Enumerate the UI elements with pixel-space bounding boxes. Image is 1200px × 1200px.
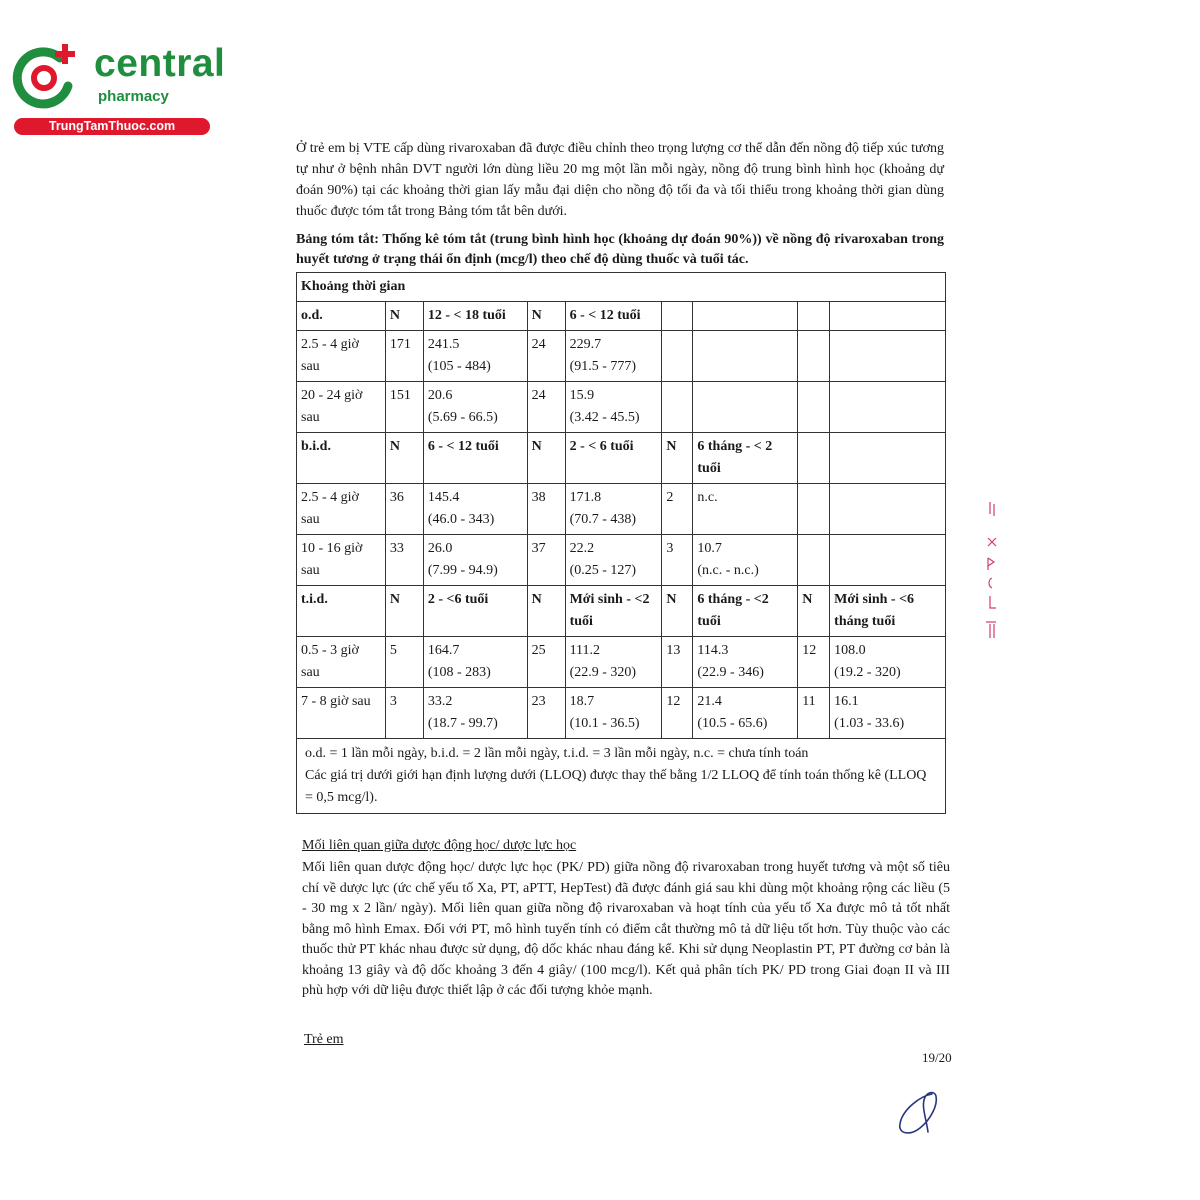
brand-logo	[10, 36, 226, 136]
n-cell: 25	[527, 637, 565, 688]
table-row	[297, 637, 946, 688]
n-cell: 36	[385, 484, 423, 535]
age-group-header: 6 - < 12 tuổi	[423, 433, 527, 484]
brand-subtitle: pharmacy	[98, 88, 169, 105]
brand-url-badge[interactable]: TrungTamThuoc.com	[14, 118, 210, 135]
value-cell: 21.4 (10.5 - 65.6)	[693, 688, 798, 739]
table-row	[297, 688, 946, 739]
value-cell: 241.5 (105 - 484)	[423, 331, 527, 382]
table-row	[297, 535, 946, 586]
value-cell: 15.9 (3.42 - 45.5)	[565, 382, 662, 433]
n-cell: 12	[662, 688, 693, 739]
tid-header-row	[297, 586, 946, 637]
n-header: N	[798, 586, 830, 637]
time-cell: 2.5 - 4 giờ sau	[297, 484, 386, 535]
value-cell: 108.0 (19.2 - 320)	[830, 637, 946, 688]
n-header: N	[662, 433, 693, 484]
value-cell: 16.1 (1.03 - 33.6)	[830, 688, 946, 739]
n-cell: 5	[385, 637, 423, 688]
regimen-label: o.d.	[297, 302, 386, 331]
value-cell: 20.6 (5.69 - 66.5)	[423, 382, 527, 433]
age-group-header: 6 - < 12 tuổi	[565, 302, 662, 331]
table-footnote	[297, 739, 946, 814]
value-cell: 114.3 (22.9 - 346)	[693, 637, 798, 688]
intro-paragraph: Ở trẻ em bị VTE cấp dùng rivaroxaban đã được điều chỉnh theo trọng lượng cơ thể dẫn đến nồng độ tiếp xúc tương tự như ở bệnh nhân DVT người lớn dùng liều 20 mg một lần mỗi ngày, nồng độ trung bình hình học (khoảng dự đoán 90%) tại các khoảng thời gian lấy mẫu đại diện cho nồng độ tối đa và tối thiểu trong khoảng thời gian dùng thuốc được tóm tắt trong Bảng tóm tắt bên dưới.	[296, 141, 944, 219]
table-footnote-row	[297, 739, 946, 814]
n-header: N	[385, 302, 423, 331]
n-cell: 13	[662, 637, 693, 688]
time-cell: 7 - 8 giờ sau	[297, 688, 386, 739]
od-header-row	[297, 302, 946, 331]
n-cell: 37	[527, 535, 565, 586]
age-group-header: Mới sinh - <2 tuổi	[565, 586, 662, 637]
value-cell: 33.2 (18.7 - 99.7)	[423, 688, 527, 739]
lloq-note: Các giá trị dưới giới hạn định lượng dưới (LLOQ) được thay thế bằng 1/2 LLOQ để tính toán thống kê (LLOQ = 0,5 mcg/l).	[305, 768, 927, 805]
value-cell: 111.2 (22.9 - 320)	[565, 637, 662, 688]
section-heading-children: Trẻ em	[304, 1032, 344, 1047]
regimen-label: t.i.d.	[297, 586, 386, 637]
time-cell: 0.5 - 3 giờ sau	[297, 637, 386, 688]
n-cell: 23	[527, 688, 565, 739]
n-cell: 2	[662, 484, 693, 535]
n-cell: 24	[527, 382, 565, 433]
section-heading-pkpd: Mối liên quan giữa dược động học/ dược lực học	[302, 838, 577, 853]
value-cell: 22.2 (0.25 - 127)	[565, 535, 662, 586]
n-header: N	[385, 433, 423, 484]
value-cell: 145.4 (46.0 - 343)	[423, 484, 527, 535]
pkpd-paragraph: Mối liên quan dược động học/ dược lực học (PK/ PD) giữa nồng độ rivaroxaban trong huyết tương và một số tiêu chí về dược lực (ức chế yếu tố Xa, PT, aPTT, HepTest) đã được đánh giá sau khi dùng một khoảng rộng các liều (5 - 30 mg x 2 lần/ ngày). Mối liên quan giữa nồng độ rivaroxaban và hoạt tính của yếu tố Xa được mô tả tốt nhất bằng mô hình Emax. Đối với PT, mô hình tuyến tính có điểm cắt thường mô tả dữ liệu tốt hơn. Tùy thuộc vào các thuốc thử PT khác nhau được sử dụng, độ dốc khác nhau đáng kể. Khi sử dụng Neoplastin PT, PT đường cơ bản là khoảng 13 giây và độ dốc khoảng 3 đến 4 giây/ (100 mcg/l). Kết quả phân tích PK/ PD trong Giai đoạn II và III phù hợp với dữ liệu được thiết lập ở các đối tượng khỏe mạnh.	[302, 860, 950, 998]
age-group-header: Mới sinh - <6 tháng tuổi	[830, 586, 946, 637]
age-group-header: 2 - < 6 tuổi	[565, 433, 662, 484]
signature-icon	[892, 1088, 952, 1140]
time-cell: 2.5 - 4 giờ sau	[297, 331, 386, 382]
bid-header-row	[297, 433, 946, 484]
document-body	[296, 138, 944, 270]
page-number: 19/20	[922, 1050, 952, 1065]
n-header: N	[527, 586, 565, 637]
abbreviation-note: o.d. = 1 lần mỗi ngày, b.i.d. = 2 lần mỗi ngày, t.i.d. = 3 lần mỗi ngày, n.c. = chưa tính toán	[305, 746, 809, 761]
n-cell: 151	[385, 382, 423, 433]
value-cell: n.c.	[693, 484, 798, 535]
n-header: N	[527, 433, 565, 484]
concentration-table	[296, 272, 946, 814]
n-cell: 38	[527, 484, 565, 535]
n-cell: 171	[385, 331, 423, 382]
value-cell: 164.7 (108 - 283)	[423, 637, 527, 688]
n-cell: 3	[662, 535, 693, 586]
n-cell: 33	[385, 535, 423, 586]
brand-name: central	[94, 42, 226, 85]
regimen-label: b.i.d.	[297, 433, 386, 484]
value-cell: 26.0 (7.99 - 94.9)	[423, 535, 527, 586]
age-group-header: 6 tháng - < 2 tuổi	[693, 433, 798, 484]
age-group-header: 12 - < 18 tuổi	[423, 302, 527, 331]
table-row	[297, 382, 946, 433]
time-cell: 10 - 16 giờ sau	[297, 535, 386, 586]
n-header: N	[662, 586, 693, 637]
pharmacy-logo-icon	[10, 40, 82, 112]
n-cell: 3	[385, 688, 423, 739]
value-cell: 18.7 (10.1 - 36.5)	[565, 688, 662, 739]
table-row	[297, 484, 946, 535]
table-row	[297, 331, 946, 382]
value-cell: 229.7 (91.5 - 777)	[565, 331, 662, 382]
header-cell: Khoảng thời gian	[297, 273, 946, 302]
table-caption: Bảng tóm tắt: Thống kê tóm tắt (trung bình hình học (khoảng dự đoán 90%)) về nồng độ rivaroxaban trong huyết tương ở trạng thái ổn định (mcg/l) theo chế độ dùng thuốc và tuổi tác.	[296, 232, 944, 267]
table-header-row	[297, 273, 946, 302]
n-header: N	[527, 302, 565, 331]
age-group-header: 2 - <6 tuổi	[423, 586, 527, 637]
value-cell: 171.8 (70.7 - 438)	[565, 484, 662, 535]
age-group-header: 6 tháng - <2 tuổi	[693, 586, 798, 637]
n-cell: 11	[798, 688, 830, 739]
value-cell: 10.7 (n.c. - n.c.)	[693, 535, 798, 586]
time-cell: 20 - 24 giờ sau	[297, 382, 386, 433]
stamp-edge-icon	[982, 500, 1000, 650]
n-cell: 24	[527, 331, 565, 382]
n-cell: 12	[798, 637, 830, 688]
n-header: N	[385, 586, 423, 637]
